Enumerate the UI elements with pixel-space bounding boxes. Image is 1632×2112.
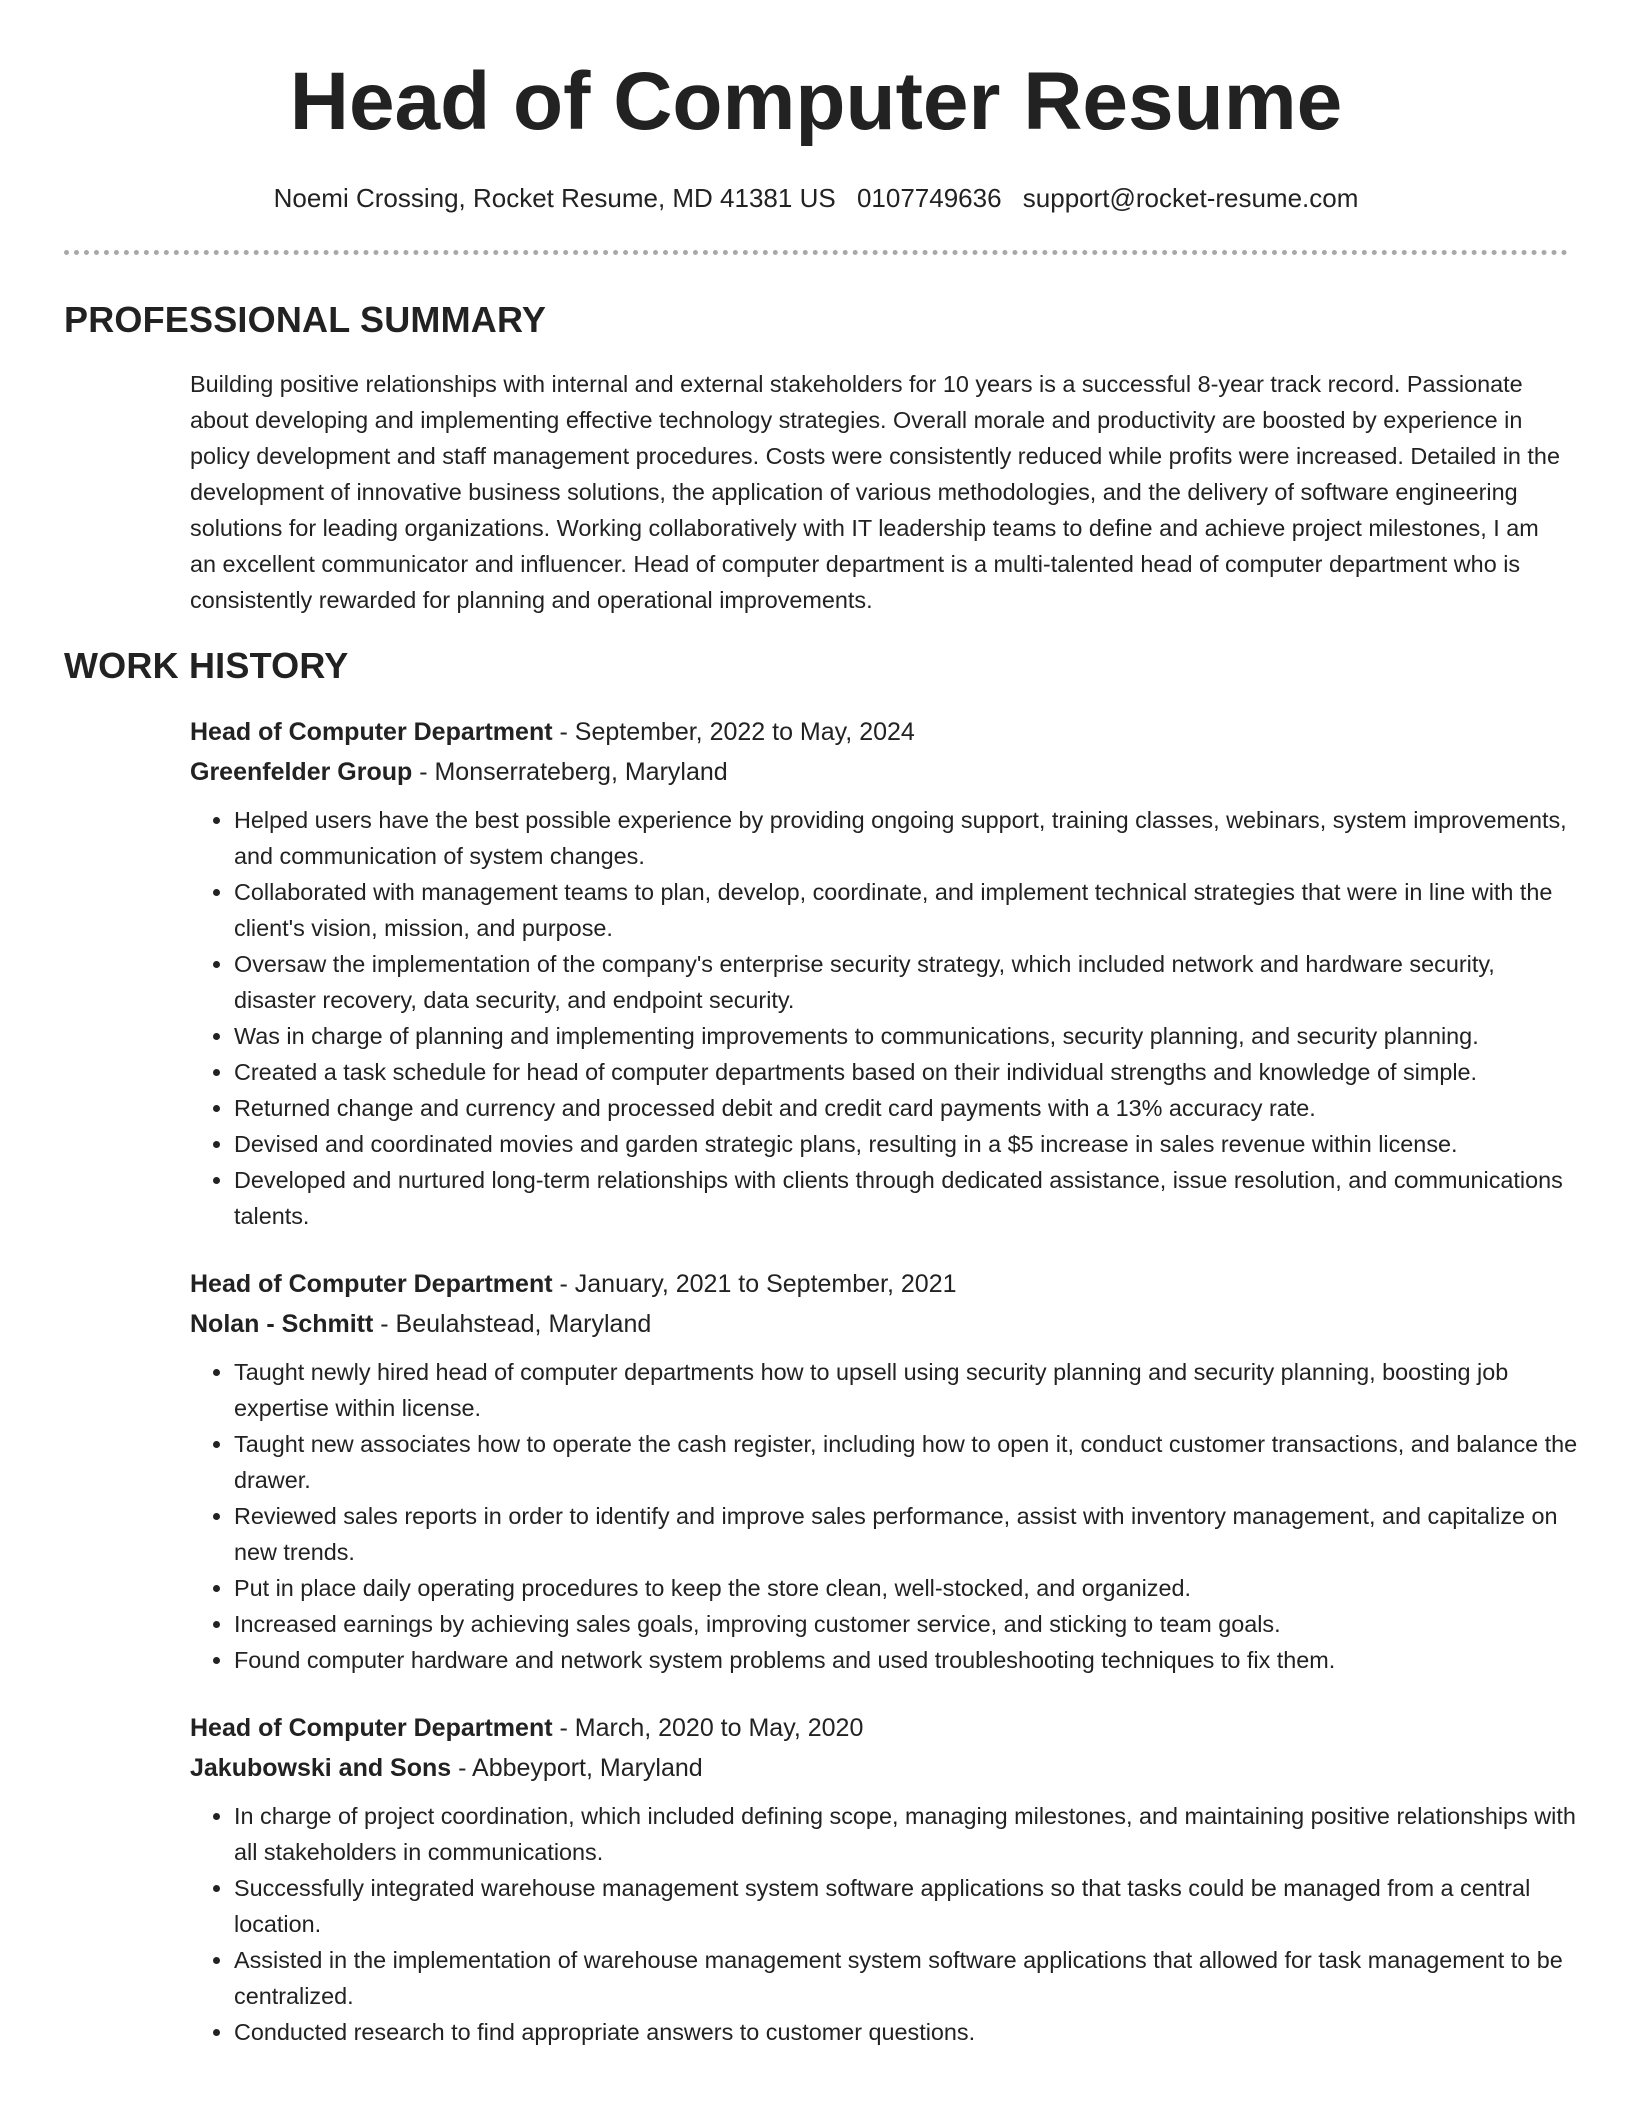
job-bullets [190,1798,1580,2050]
job-bullets [190,802,1580,1234]
job-company: Greenfelder Group [190,758,413,786]
job-bullet: • Was in charge of planning and implementing improvements to communications, security planning, and security planning. [234,1018,1580,1054]
job-bullet: • Reviewed sales reports in order to identify and improve sales performance, assist with inventory management, and capitalize on new trends. [234,1498,1580,1570]
job-location: - Abbeyport, Maryland [451,1754,703,1782]
header-divider [64,250,1568,255]
job-bullet: • Helped users have the best possible experience by providing ongoing support, training classes, webinars, system improvements, and communication of system changes. [234,802,1580,874]
job-bullet: • Successfully integrated warehouse management system software applications so that tasks could be managed from a central location. [234,1870,1580,1942]
summary-heading: PROFESSIONAL SUMMARY [64,299,547,340]
job-title: Head of Computer Department [190,1714,553,1742]
job-entry [190,712,1580,1234]
job-bullet: • Taught new associates how to operate the cash register, including how to open it, conduct customer transactions, and balance the drawer. [234,1426,1580,1498]
job-bullet: • Increased earnings by achieving sales goals, improving customer service, and sticking to team goals. [234,1606,1580,1642]
job-location: - Monserrateberg, Maryland [412,758,728,786]
job-entry [190,1708,1580,2050]
job-dates: - March, 2020 to May, 2020 [552,1714,864,1742]
job-bullet: • Developed and nurtured long-term relationships with clients through dedicated assistance, issue resolution, and communications talents. [234,1162,1580,1234]
job-company: Jakubowski and Sons [190,1754,452,1782]
job-bullets [190,1354,1580,1678]
job-bullet: • Devised and coordinated movies and garden strategic plans, resulting in a $5 increase in sales revenue within license. [234,1126,1580,1162]
job-bullet: • Oversaw the implementation of the company's enterprise security strategy, which included network and hardware security, disaster recovery, data security, and endpoint security. [234,946,1580,1018]
job-company-line [190,1748,1580,1788]
job-title: Head of Computer Department [190,718,553,746]
job-bullet: • Assisted in the implementation of warehouse management system software applications that allowed for task management to be centralized. [234,1942,1580,2014]
work-history-list [190,712,1580,2050]
job-company: Nolan - Schmitt [190,1310,374,1338]
contact-line [0,180,1632,216]
job-title-line [190,1264,1580,1304]
job-bullet: • In charge of project coordination, which included defining scope, managing milestones, and maintaining positive relationships with all stakeholders in communications. [234,1798,1580,1870]
job-bullet: • Returned change and currency and processed debit and credit card payments with a 13% accuracy rate. [234,1090,1580,1126]
job-bullet: • Found computer hardware and network system problems and used troubleshooting techniques to fix them. [234,1642,1580,1678]
resume-title: Head of Computer Resume [289,56,1343,147]
job-bullet: • Put in place daily operating procedures to keep the store clean, well-stocked, and organized. [234,1570,1580,1606]
contact-phone: 0107749636 [856,183,1002,213]
job-company-line [190,752,1580,792]
work-history-heading: WORK HISTORY [64,645,349,686]
job-dates: - September, 2022 to May, 2024 [552,718,915,746]
job-bullet: • Collaborated with management teams to plan, develop, coordinate, and implement technical strategies that were in line with the client's vision, mission, and purpose. [234,874,1580,946]
job-title-line [190,712,1580,752]
job-bullet: • Taught newly hired head of computer departments how to upsell using security planning and security planning, boosting job expertise within license. [234,1354,1580,1426]
job-location: - Beulahstead, Maryland [373,1310,652,1338]
job-dates: - January, 2021 to September, 2021 [552,1270,957,1298]
contact-address: Noemi Crossing, Rocket Resume, MD 41381 US [273,183,836,213]
job-entry [190,1264,1580,1678]
job-company-line [190,1304,1580,1344]
job-title-line [190,1708,1580,1748]
contact-email: support@rocket-resume.com [1022,183,1359,213]
job-bullet: • Conducted research to find appropriate answers to customer questions. [234,2014,1580,2050]
job-title: Head of Computer Department [190,1270,553,1298]
job-bullet: • Created a task schedule for head of computer departments based on their individual strengths and knowledge of simple. [234,1054,1580,1090]
summary-text: Building positive relationships with internal and external stakeholders for 10 years is a successful 8-year track record. Passionate about developing and implementing effective technology strategies. Overall morale and productivity are boosted by experience in policy development and staff management procedures. Costs were consistently reduced while profits were increased. Detailed in the development of innovative business solutions, the application of various methodologies, and the delivery of software engineering solutions for leading organizations. Working collaboratively with IT leadership teams to define and achieve project milestones, I am an excellent communicator and influencer. Head of computer department is a multi-talented head of computer department who is consistently rewarded for planning and operational improvements. [190,371,1560,613]
